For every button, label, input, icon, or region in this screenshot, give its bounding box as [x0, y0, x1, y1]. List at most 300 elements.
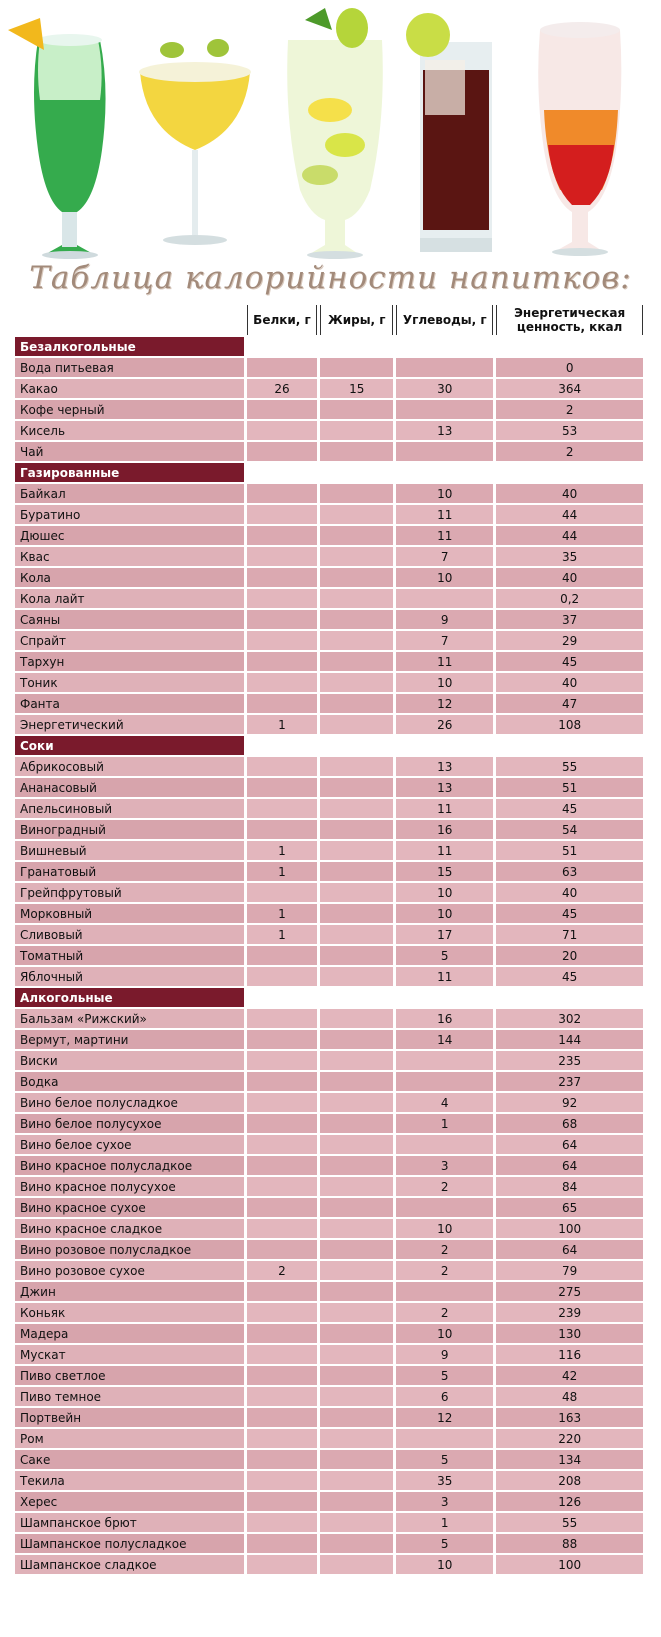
drink-name-cell: Квас — [15, 547, 244, 566]
table-row — [15, 1219, 643, 1238]
protein-cell — [247, 799, 318, 818]
fat-cell — [320, 1198, 393, 1217]
section-blank-cell — [320, 337, 393, 356]
carbs-cell: 7 — [396, 547, 493, 566]
energy-cell: 100 — [496, 1555, 643, 1574]
protein-cell — [247, 1282, 318, 1301]
table-row — [15, 1408, 643, 1427]
red-cocktail-glass — [538, 22, 621, 256]
fat-cell — [320, 589, 393, 608]
table-row — [15, 904, 643, 923]
drink-name-cell: Виски — [15, 1051, 244, 1070]
cocktails-illustration — [0, 0, 661, 275]
protein-cell — [247, 1156, 318, 1175]
table-row — [15, 1534, 643, 1553]
energy-cell: 51 — [496, 841, 643, 860]
energy-cell: 44 — [496, 505, 643, 524]
protein-cell — [247, 1219, 318, 1238]
table-row — [15, 778, 643, 797]
mojito-glass — [287, 8, 383, 259]
fat-cell — [320, 799, 393, 818]
carbs-cell: 16 — [396, 820, 493, 839]
table-row — [15, 715, 643, 734]
fat-cell — [320, 652, 393, 671]
table-row — [15, 841, 643, 860]
fat-cell — [320, 1513, 393, 1532]
carbs-cell: 14 — [396, 1030, 493, 1049]
carbs-cell: 11 — [396, 652, 493, 671]
carbs-cell: 26 — [396, 715, 493, 734]
table-row — [15, 1429, 643, 1448]
table-row — [15, 1093, 643, 1112]
fat-cell — [320, 1429, 393, 1448]
carbs-cell: 10 — [396, 1219, 493, 1238]
table-row — [15, 799, 643, 818]
drink-name-cell: Кисель — [15, 421, 244, 440]
carbs-cell: 2 — [396, 1240, 493, 1259]
drink-name-cell: Вино красное сладкое — [15, 1219, 244, 1238]
section-blank-cell — [247, 463, 318, 482]
fat-cell — [320, 1240, 393, 1259]
carbs-cell: 2 — [396, 1303, 493, 1322]
energy-cell: 0,2 — [496, 589, 643, 608]
protein-cell — [247, 358, 318, 377]
protein-cell — [247, 1513, 318, 1532]
header-fat: Жиры, г — [320, 305, 393, 335]
table-row — [15, 1324, 643, 1343]
drink-name-cell: Коньяк — [15, 1303, 244, 1322]
protein-cell: 1 — [247, 715, 318, 734]
carbs-cell — [396, 1072, 493, 1091]
table-row — [15, 1240, 643, 1259]
protein-cell — [247, 526, 318, 545]
energy-cell: 92 — [496, 1093, 643, 1112]
protein-cell — [247, 484, 318, 503]
drink-name-cell: Водка — [15, 1072, 244, 1091]
energy-cell: 116 — [496, 1345, 643, 1364]
drink-name-cell: Гранатовый — [15, 862, 244, 881]
table-row — [15, 925, 643, 944]
protein-cell — [247, 1030, 318, 1049]
drink-name-cell: Сливовый — [15, 925, 244, 944]
energy-cell: 84 — [496, 1177, 643, 1196]
drink-name-cell: Бальзам «Рижский» — [15, 1009, 244, 1028]
carbs-cell: 11 — [396, 799, 493, 818]
table-row — [15, 526, 643, 545]
fat-cell — [320, 967, 393, 986]
fat-cell — [320, 421, 393, 440]
energy-cell: 55 — [496, 1513, 643, 1532]
protein-cell — [247, 652, 318, 671]
protein-cell — [247, 1555, 318, 1574]
drink-name-cell: Вермут, мартини — [15, 1030, 244, 1049]
carbs-cell: 7 — [396, 631, 493, 650]
protein-cell — [247, 1198, 318, 1217]
protein-cell — [247, 610, 318, 629]
protein-cell — [247, 883, 318, 902]
energy-cell: 40 — [496, 484, 643, 503]
table-row — [15, 1135, 643, 1154]
table-row — [15, 652, 643, 671]
carbs-cell: 15 — [396, 862, 493, 881]
table-row — [15, 820, 643, 839]
protein-cell — [247, 1429, 318, 1448]
fat-cell — [320, 505, 393, 524]
table-row — [15, 1009, 643, 1028]
calorie-table — [12, 303, 646, 1576]
energy-cell: 88 — [496, 1534, 643, 1553]
fat-cell — [320, 1345, 393, 1364]
drink-name-cell: Саке — [15, 1450, 244, 1469]
fat-cell — [320, 820, 393, 839]
drink-name-cell: Пиво светлое — [15, 1366, 244, 1385]
section-title: Газированные — [15, 463, 244, 482]
carbs-cell: 1 — [396, 1114, 493, 1133]
protein-cell — [247, 400, 318, 419]
energy-cell: 2 — [496, 442, 643, 461]
energy-cell: 55 — [496, 757, 643, 776]
fat-cell — [320, 568, 393, 587]
table-row — [15, 883, 643, 902]
section-blank-cell — [320, 463, 393, 482]
carbs-cell: 16 — [396, 1009, 493, 1028]
energy-cell: 100 — [496, 1219, 643, 1238]
fat-cell — [320, 1282, 393, 1301]
energy-cell: 54 — [496, 820, 643, 839]
fat-cell — [320, 610, 393, 629]
energy-cell: 40 — [496, 568, 643, 587]
page-title: Таблица калорийности напитков: — [29, 260, 632, 296]
cola-glass — [406, 13, 492, 252]
section-title: Алкогольные — [15, 988, 244, 1007]
fat-cell — [320, 1408, 393, 1427]
table-row — [15, 1387, 643, 1406]
table-row — [15, 505, 643, 524]
table-row — [15, 1492, 643, 1511]
protein-cell — [247, 1051, 318, 1070]
table-row — [15, 568, 643, 587]
table-row — [15, 1156, 643, 1175]
energy-cell: 144 — [496, 1030, 643, 1049]
energy-cell: 40 — [496, 883, 643, 902]
carbs-cell: 11 — [396, 841, 493, 860]
protein-cell — [247, 820, 318, 839]
energy-cell: 2 — [496, 400, 643, 419]
fat-cell — [320, 1387, 393, 1406]
protein-cell — [247, 1072, 318, 1091]
drink-name-cell: Виноградный — [15, 820, 244, 839]
carbs-cell: 3 — [396, 1156, 493, 1175]
header-carbs: Углеводы, г — [396, 305, 493, 335]
table-row — [15, 694, 643, 713]
section-title: Соки — [15, 736, 244, 755]
protein-cell — [247, 421, 318, 440]
section-blank-cell — [247, 736, 318, 755]
carbs-cell: 10 — [396, 904, 493, 923]
energy-cell: 68 — [496, 1114, 643, 1133]
drink-name-cell: Вино красное полусухое — [15, 1177, 244, 1196]
fat-cell — [320, 715, 393, 734]
carbs-cell — [396, 358, 493, 377]
drink-name-cell: Какао — [15, 379, 244, 398]
table-row — [15, 358, 643, 377]
table-row — [15, 1345, 643, 1364]
drink-name-cell: Вино белое полусладкое — [15, 1093, 244, 1112]
table-row — [15, 1555, 643, 1574]
protein-cell — [247, 778, 318, 797]
fat-cell — [320, 442, 393, 461]
section-header-row — [15, 337, 643, 356]
energy-cell: 235 — [496, 1051, 643, 1070]
section-blank-cell — [496, 337, 643, 356]
section-blank-cell — [320, 988, 393, 1007]
protein-cell: 1 — [247, 862, 318, 881]
fat-cell — [320, 547, 393, 566]
section-blank-cell — [247, 337, 318, 356]
energy-cell: 53 — [496, 421, 643, 440]
drink-name-cell: Дюшес — [15, 526, 244, 545]
table-row — [15, 1030, 643, 1049]
protein-cell — [247, 547, 318, 566]
table-row — [15, 1261, 643, 1280]
carbs-cell: 4 — [396, 1093, 493, 1112]
energy-cell: 45 — [496, 904, 643, 923]
table-row — [15, 946, 643, 965]
drink-name-cell: Апельсиновый — [15, 799, 244, 818]
protein-cell — [247, 568, 318, 587]
fat-cell — [320, 1261, 393, 1280]
drink-name-cell: Ананасовый — [15, 778, 244, 797]
protein-cell — [247, 1093, 318, 1112]
table-row — [15, 589, 643, 608]
drink-name-cell: Тоник — [15, 673, 244, 692]
energy-cell: 71 — [496, 925, 643, 944]
table-row — [15, 1072, 643, 1091]
drink-name-cell: Вино белое сухое — [15, 1135, 244, 1154]
section-title: Безалкогольные — [15, 337, 244, 356]
carbs-cell — [396, 1051, 493, 1070]
table-row — [15, 610, 643, 629]
fat-cell — [320, 862, 393, 881]
fat-cell — [320, 400, 393, 419]
drink-name-cell: Саяны — [15, 610, 244, 629]
fat-cell — [320, 358, 393, 377]
fat-cell — [320, 925, 393, 944]
table-row — [15, 1051, 643, 1070]
carbs-cell: 2 — [396, 1177, 493, 1196]
energy-cell: 239 — [496, 1303, 643, 1322]
energy-cell: 220 — [496, 1429, 643, 1448]
fat-cell — [320, 904, 393, 923]
protein-cell — [247, 1345, 318, 1364]
section-blank-cell — [396, 988, 493, 1007]
table-row — [15, 757, 643, 776]
drink-name-cell: Кола — [15, 568, 244, 587]
fat-cell — [320, 526, 393, 545]
energy-cell: 65 — [496, 1198, 643, 1217]
fat-cell — [320, 1219, 393, 1238]
fat-cell — [320, 1114, 393, 1133]
carbs-cell: 30 — [396, 379, 493, 398]
section-blank-cell — [496, 988, 643, 1007]
carbs-cell — [396, 400, 493, 419]
fat-cell — [320, 1009, 393, 1028]
energy-cell: 64 — [496, 1240, 643, 1259]
protein-cell — [247, 1492, 318, 1511]
protein-cell — [247, 1366, 318, 1385]
carbs-cell: 3 — [396, 1492, 493, 1511]
drink-name-cell: Чай — [15, 442, 244, 461]
carbs-cell: 2 — [396, 1261, 493, 1280]
energy-cell: 208 — [496, 1471, 643, 1490]
energy-cell: 45 — [496, 799, 643, 818]
drink-name-cell: Вишневый — [15, 841, 244, 860]
header-energy: Энергетическая ценность, ккал — [496, 305, 643, 335]
table-row — [15, 379, 643, 398]
table-row — [15, 400, 643, 419]
protein-cell — [247, 1135, 318, 1154]
table-row — [15, 1471, 643, 1490]
fat-cell — [320, 883, 393, 902]
carbs-cell: 10 — [396, 1555, 493, 1574]
energy-cell: 108 — [496, 715, 643, 734]
protein-cell — [247, 442, 318, 461]
table-row — [15, 631, 643, 650]
carbs-cell — [396, 1429, 493, 1448]
drink-name-cell: Мускат — [15, 1345, 244, 1364]
drink-name-cell: Вино розовое сухое — [15, 1261, 244, 1280]
fat-cell — [320, 1366, 393, 1385]
fat-cell — [320, 1471, 393, 1490]
fat-cell — [320, 1492, 393, 1511]
carbs-cell: 11 — [396, 526, 493, 545]
table-row — [15, 547, 643, 566]
energy-cell: 45 — [496, 652, 643, 671]
carbs-cell: 10 — [396, 568, 493, 587]
yellow-cocktail-glass — [139, 39, 251, 245]
protein-cell — [247, 694, 318, 713]
table-row — [15, 484, 643, 503]
fat-cell — [320, 1030, 393, 1049]
carbs-cell: 10 — [396, 484, 493, 503]
energy-cell: 51 — [496, 778, 643, 797]
carbs-cell: 17 — [396, 925, 493, 944]
drink-name-cell: Кола лайт — [15, 589, 244, 608]
table-row — [15, 673, 643, 692]
drink-name-cell: Грейпфрутовый — [15, 883, 244, 902]
table-row — [15, 1303, 643, 1322]
energy-cell: 134 — [496, 1450, 643, 1469]
protein-cell — [247, 1387, 318, 1406]
green-cocktail-glass — [8, 18, 106, 259]
drink-name-cell: Ром — [15, 1429, 244, 1448]
carbs-cell: 13 — [396, 421, 493, 440]
energy-cell: 63 — [496, 862, 643, 881]
energy-cell: 275 — [496, 1282, 643, 1301]
energy-cell: 29 — [496, 631, 643, 650]
drink-name-cell: Вино розовое полусладкое — [15, 1240, 244, 1259]
table-row — [15, 967, 643, 986]
carbs-cell: 11 — [396, 967, 493, 986]
calorie-table-container — [12, 303, 646, 1576]
drink-name-cell: Абрикосовый — [15, 757, 244, 776]
protein-cell — [247, 1303, 318, 1322]
carbs-cell: 5 — [396, 1366, 493, 1385]
protein-cell — [247, 1534, 318, 1553]
protein-cell — [247, 589, 318, 608]
drink-name-cell: Херес — [15, 1492, 244, 1511]
carbs-cell — [396, 589, 493, 608]
drink-name-cell: Кофе черный — [15, 400, 244, 419]
table-body — [15, 337, 643, 1574]
carbs-cell — [396, 442, 493, 461]
section-blank-cell — [396, 736, 493, 755]
fat-cell — [320, 778, 393, 797]
protein-cell — [247, 1177, 318, 1196]
protein-cell: 1 — [247, 841, 318, 860]
fat-cell — [320, 1051, 393, 1070]
carbs-cell: 10 — [396, 883, 493, 902]
fat-cell: 15 — [320, 379, 393, 398]
carbs-cell: 10 — [396, 673, 493, 692]
carbs-cell: 9 — [396, 610, 493, 629]
carbs-cell — [396, 1198, 493, 1217]
section-blank-cell — [496, 736, 643, 755]
carbs-cell: 5 — [396, 946, 493, 965]
energy-cell: 237 — [496, 1072, 643, 1091]
section-header-row — [15, 736, 643, 755]
protein-cell: 1 — [247, 904, 318, 923]
protein-cell — [247, 1324, 318, 1343]
table-header-row — [15, 305, 643, 335]
fat-cell — [320, 1555, 393, 1574]
energy-cell: 0 — [496, 358, 643, 377]
drink-name-cell: Шампанское полусладкое — [15, 1534, 244, 1553]
table-row — [15, 1282, 643, 1301]
protein-cell: 26 — [247, 379, 318, 398]
energy-cell: 45 — [496, 967, 643, 986]
drink-name-cell: Шампанское брют — [15, 1513, 244, 1532]
drink-name-cell: Энергетический — [15, 715, 244, 734]
protein-cell — [247, 967, 318, 986]
drink-name-cell: Байкал — [15, 484, 244, 503]
carbs-cell: 5 — [396, 1534, 493, 1553]
protein-cell — [247, 505, 318, 524]
table-row — [15, 421, 643, 440]
fat-cell — [320, 757, 393, 776]
energy-cell: 44 — [496, 526, 643, 545]
protein-cell — [247, 1114, 318, 1133]
section-blank-cell — [396, 463, 493, 482]
protein-cell — [247, 757, 318, 776]
energy-cell: 64 — [496, 1156, 643, 1175]
carbs-cell: 12 — [396, 694, 493, 713]
carbs-cell — [396, 1282, 493, 1301]
fat-cell — [320, 1135, 393, 1154]
energy-cell: 79 — [496, 1261, 643, 1280]
carbs-cell: 1 — [396, 1513, 493, 1532]
carbs-cell: 5 — [396, 1450, 493, 1469]
fat-cell — [320, 841, 393, 860]
drink-name-cell: Портвейн — [15, 1408, 244, 1427]
drink-name-cell: Вода питьевая — [15, 358, 244, 377]
carbs-cell: 13 — [396, 778, 493, 797]
energy-cell: 20 — [496, 946, 643, 965]
fat-cell — [320, 1303, 393, 1322]
protein-cell — [247, 673, 318, 692]
energy-cell: 302 — [496, 1009, 643, 1028]
fat-cell — [320, 694, 393, 713]
